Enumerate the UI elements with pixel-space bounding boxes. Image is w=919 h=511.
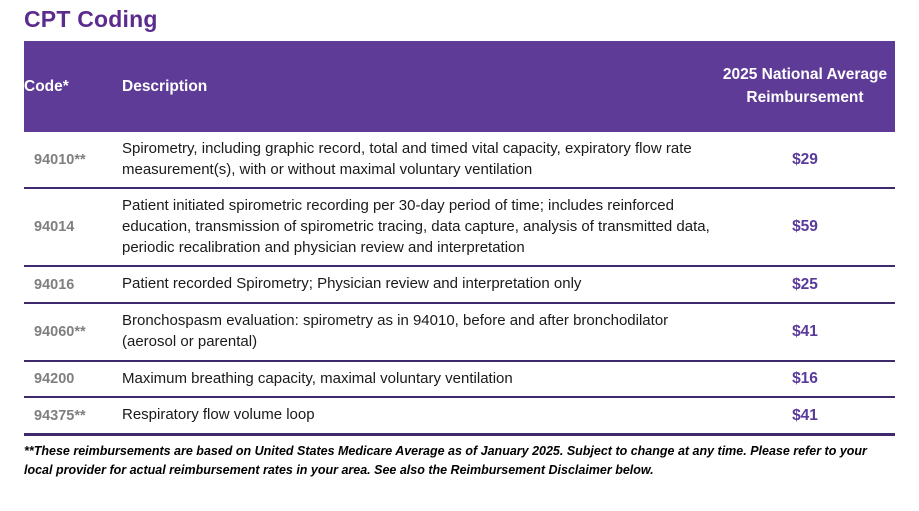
table-row <box>24 304 895 361</box>
table-row <box>24 398 895 436</box>
description-cell: Patient initiated spirometric recording per 30-day period of time; includes reinforced education, transmission of spirometric tracing, data capture, analysis of transmitted data, periodic recalibration and physician review and interpretation <box>122 197 710 256</box>
table-footnote: **These reimbursements are based on United States Medicare Average as of January 2025. Subject to change at any time. Please refer to your local provider for actual reimbursement rates in your area. See also the Reimbursement Disclaimer below. <box>24 443 867 478</box>
code-cell: 94014 <box>34 219 75 236</box>
description-cell: Maximum breathing capacity, maximal voluntary ventilation <box>122 369 513 387</box>
description-cell: Patient recorded Spirometry; Physician review and interpretation only <box>122 275 582 293</box>
page-title: CPT Coding <box>24 6 158 32</box>
table-row <box>24 267 895 304</box>
reimbursement-cell: $59 <box>792 218 818 236</box>
reimbursement-cell: $41 <box>792 322 818 340</box>
reimbursement-cell: $29 <box>792 150 818 168</box>
cpt-coding-table <box>24 41 895 436</box>
description-cell: Bronchospasm evaluation: spirometry as in 94010, before and after bronchodilator (aerosol or parental) <box>122 312 669 350</box>
column-header-description: Description <box>122 77 208 95</box>
table-row <box>24 189 895 267</box>
code-cell: 94375** <box>34 407 86 424</box>
code-cell: 94200 <box>34 370 75 387</box>
reimbursement-cell: $16 <box>792 369 818 387</box>
table-row <box>24 362 895 399</box>
table-body <box>24 132 895 436</box>
code-cell: 94060** <box>34 323 86 340</box>
description-cell: Respiratory flow volume loop <box>122 406 315 424</box>
column-header-code: Code* <box>24 77 69 95</box>
code-cell: 94010** <box>34 151 86 168</box>
code-cell: 94016 <box>34 276 75 293</box>
column-header-reimbursement: 2025 National Average Reimbursement <box>722 66 888 106</box>
table-header-row <box>24 41 895 132</box>
reimbursement-cell: $41 <box>792 406 818 424</box>
table-row <box>24 132 895 189</box>
description-cell: Spirometry, including graphic record, total and timed vital capacity, expiratory flow rate measurement(s), with or without maximal voluntary ventilation <box>122 140 692 178</box>
reimbursement-cell: $25 <box>792 275 818 293</box>
